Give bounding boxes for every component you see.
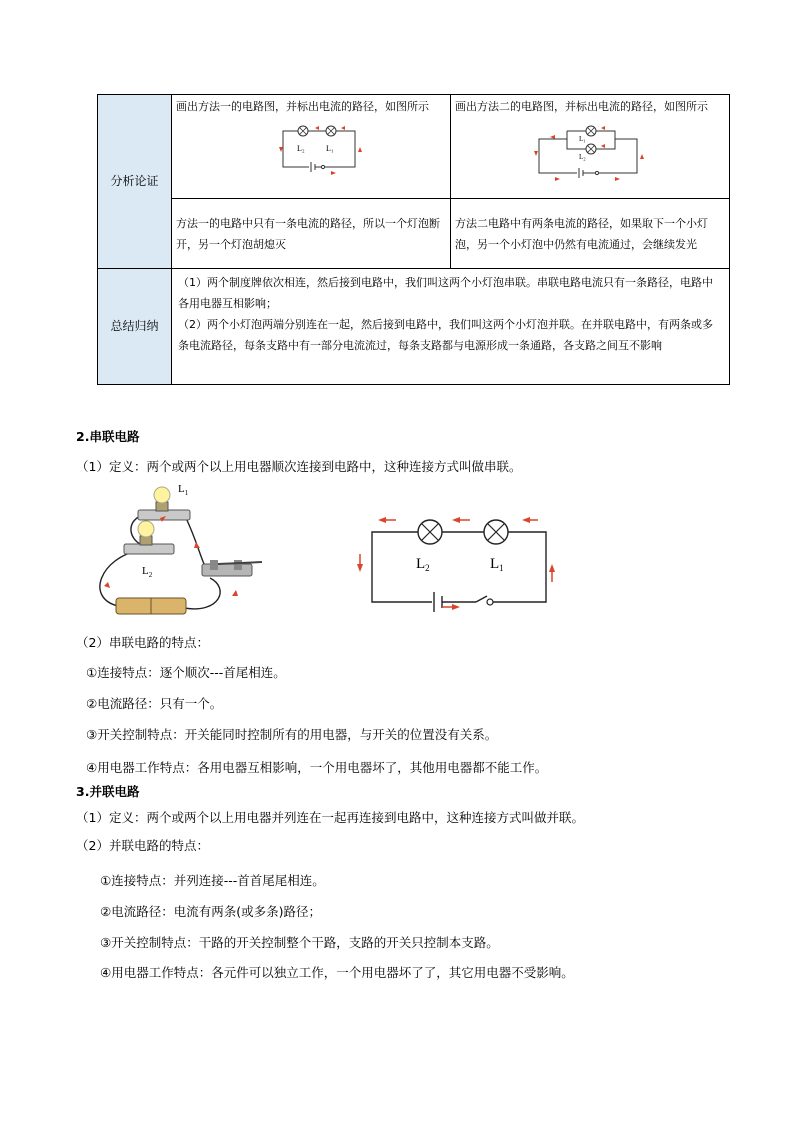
switch-contact xyxy=(487,599,493,605)
current-arrow xyxy=(452,517,460,523)
label-l2-sub: 2 xyxy=(148,571,153,579)
analysis-header-cell: 分析论证 xyxy=(98,95,172,269)
schematic-label-l1-sub: 1 xyxy=(499,563,504,573)
current-arrow xyxy=(357,564,363,572)
method1-diagram-cell xyxy=(172,95,451,199)
summary-point-parallel: （2）两个小灯泡两端分别连在一起，然后接到电路中，我们叫这两个小灯泡并联。在并联电路中，有两条或多条电流路径，每条支路中有一部分电流流过，每条支路都与电源形成一条通路，各支路之间互不影响 xyxy=(178,318,713,352)
summary-header-cell: 总结归纳 xyxy=(98,269,172,385)
battery-pack xyxy=(116,598,186,614)
svg-text:L₁: L₁ xyxy=(579,135,586,143)
analysis-result-row xyxy=(98,199,730,269)
parallel-feature-2: ②电流路径：电流有两条(或多条)路径； xyxy=(100,904,321,919)
summary-point-series: （1）两个制度牌依次相连，然后接到电路中，我们叫这两个小灯泡串联。串联电路电流只有一条路径，电路中各用电器互相影响； xyxy=(178,276,713,310)
summary-content-cell xyxy=(172,269,730,385)
series-definition: （1）定义：两个或两个以上用电器顺次连接到电路中，这种连接方式叫做串联。 xyxy=(76,459,522,474)
series-feature-4: ④用电器工作特点：各用电器互相影响，一个用电器坏了，其他用电器都不能工作。 xyxy=(86,760,548,775)
parallel-heading: 3.并联电路 xyxy=(76,784,140,799)
label-l1: L xyxy=(178,483,185,495)
svg-text:L2 xyxy=(416,556,430,573)
switch xyxy=(202,560,262,576)
current-arrow xyxy=(194,542,200,548)
svg-text:L₂: L₂ xyxy=(579,153,586,161)
current-arrow xyxy=(549,564,555,572)
svg-text:L2 xyxy=(142,565,153,579)
method2-result-cell: 方法二电路中有两条电流的路径，如果取下一个小灯泡，另一个小灯泡中仍然有电流通过，会继续发光 xyxy=(451,199,730,269)
series-feature-2: ②电流路径：只有一个。 xyxy=(86,696,223,711)
analysis-row xyxy=(98,95,730,199)
series-features-title: （2）串联电路的特点： xyxy=(76,635,209,650)
parallel-feature-1: ①连接特点：并列连接---首首尾尾相连。 xyxy=(100,873,325,888)
label-l1-sub: 1 xyxy=(184,489,189,497)
svg-text:L1 xyxy=(490,556,504,573)
series-heading: 2.串联电路 xyxy=(76,429,140,444)
method2-parallel-circuit-figure xyxy=(525,119,655,181)
schematic-label-l2: L xyxy=(416,556,426,572)
bulb-glow xyxy=(154,487,170,503)
method2-caption: 画出方法二的电路图，并标出电流的路径，如图所示 xyxy=(455,100,708,113)
parallel-feature-3: ③开关控制特点：干路的开关控制整个干路，支路的开关只控制本支路。 xyxy=(100,935,499,950)
series-schematic-diagram xyxy=(350,506,570,618)
method1-caption: 画出方法一的电路图，并标出电流的路径，如图所示 xyxy=(176,100,429,113)
wire xyxy=(184,578,220,609)
current-arrow xyxy=(378,517,386,523)
summary-row xyxy=(98,269,730,385)
label-l2: L xyxy=(142,565,149,577)
current-arrow xyxy=(104,582,110,588)
bulb-glow xyxy=(138,521,154,537)
series-feature-3: ③开关控制特点：开关能同时控制所有的用电器，与开关的位置没有关系。 xyxy=(86,727,498,742)
schematic-label-l2-sub: 2 xyxy=(425,563,430,573)
svg-text:L₂: L₂ xyxy=(297,144,305,153)
current-arrow xyxy=(452,604,460,610)
svg-text:L1 xyxy=(178,483,189,497)
svg-text:L₁: L₁ xyxy=(326,144,334,153)
method1-result-cell: 方法一的电路中只有一条电流的路径，所以一个灯泡断开，另一个灯泡胡熄灭 xyxy=(172,199,451,269)
schematic-label-l1: L xyxy=(490,556,500,572)
series-physical-circuit-photo xyxy=(90,478,270,620)
method2-diagram-cell xyxy=(451,95,730,199)
parallel-features-title: （2）并联电路的特点： xyxy=(76,838,209,853)
series-feature-1: ①连接特点：逐个顺次---首尾相连。 xyxy=(86,665,286,680)
current-arrow xyxy=(522,517,530,523)
method1-series-circuit-figure xyxy=(251,119,371,175)
parallel-feature-4: ④用电器工作特点：各元件可以独立工作，一个用电器坏了了，其它用电器不受影响。 xyxy=(100,965,574,980)
current-arrow xyxy=(232,590,238,596)
parallel-definition: （1）定义：两个或两个以上用电器并列连在一起再连接到电路中，这种连接方式叫做并联。 xyxy=(76,810,584,825)
analysis-summary-table xyxy=(97,94,730,385)
